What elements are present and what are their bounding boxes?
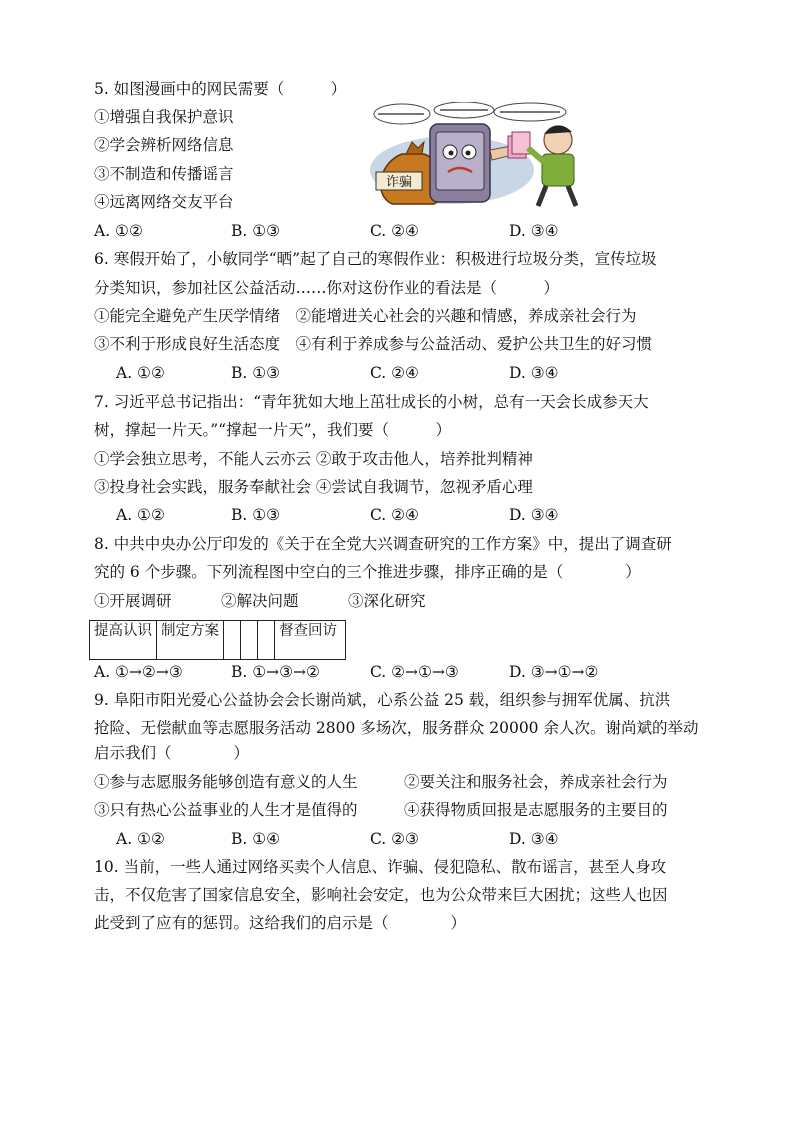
q6-option-a: A. ①② [116, 364, 165, 382]
q5-stem: 5. 如图漫画中的网民需要（ ） [94, 80, 347, 98]
flow-step-blank-2 [241, 621, 258, 660]
q10-stem-line-3: 此受到了应有的惩罚。这给我们的启示是（ ） [94, 914, 467, 932]
q5-option-b: B. ①③ [231, 222, 281, 240]
q8-option-a: A. ①→②→③ [94, 663, 183, 681]
q7-items-2: ③投身社会实践，服务奉献社会 ④尝试自我调节，忽视矛盾心理 [94, 478, 533, 496]
flow-step-6: 督查回访 [275, 621, 346, 660]
q8-item-1: ①开展调研 [94, 592, 172, 610]
q5-option-c: C. ②④ [370, 222, 419, 240]
q9-stem-line-1: 9. 阜阳市阳光爱心公益协会会长谢尚斌，心系公益 25 载，组织参与拥军优属、抗洪 [94, 691, 671, 709]
cartoon-illustration [362, 102, 600, 208]
q6-stem-line-2: 分类知识，参加社区公益活动……你对这份作业的看法是（ ） [94, 279, 560, 297]
q7-stem-line-1: 7. 习近平总书记指出：“青年犹如大地上茁壮成长的小树，总有一天会长成参天大 [94, 393, 649, 411]
q7-option-a: A. ①② [116, 506, 165, 524]
q8-option-b: B. ①→③→② [231, 663, 320, 681]
q6-items-2: ③不利于形成良好生活态度 ④有利于养成参与公益活动、爱护公共卫生的好习惯 [94, 335, 653, 353]
flow-step-blank-1 [224, 621, 241, 660]
q5-item-1: ①增强自我保护意识 [94, 108, 234, 126]
q6-option-d: D. ③④ [509, 364, 559, 382]
q10-stem-line-2: 击，不仅危害了国家信息安全，影响社会安定，也为公众带来巨大困扰；这些人也因 [94, 886, 668, 904]
q8-option-c: C. ②→①→③ [370, 663, 459, 681]
q7-option-c: C. ②④ [370, 506, 419, 524]
q9-items-1: ①参与志愿服务能够创造有意义的人生 ②要关注和服务社会，养成亲社会行为 [94, 773, 668, 791]
q9-option-a: A. ①② [116, 830, 165, 848]
q9-items-2: ③只有热心公益事业的人生才是值得的 ④获得物质回报是志愿服务的主要目的 [94, 801, 668, 819]
q8-stem-line-1: 8. 中共中央办公厅印发的《关于在全党大兴调查研究的工作方案》中，提出了调查研 [94, 535, 672, 553]
bag-label: 诈骗 [385, 175, 413, 190]
q9-stem-line-3: 启示我们（ ） [94, 744, 250, 762]
q5-option-a: A. ①② [94, 222, 143, 240]
q6-items-1: ①能完全避免产生厌学情绪 ②能增进关心社会的兴趣和情感，养成亲社会行为 [94, 307, 637, 325]
q7-option-b: B. ①③ [231, 506, 281, 524]
q8-item-2: ②解决问题 [221, 592, 299, 610]
q8-item-3: ③深化研究 [348, 592, 426, 610]
q5-item-4: ④远离网络交友平台 [94, 193, 234, 211]
q9-option-d: D. ③④ [509, 830, 559, 848]
q9-option-c: C. ②③ [370, 830, 419, 848]
q7-stem-line-2: 树，撑起一片天。”“撑起一片天”，我们要（ ） [94, 421, 452, 439]
q6-stem-line-1: 6. 寒假开始了，小敏同学“晒”起了自己的寒假作业：积极进行垃圾分类，宣传垃圾 [94, 250, 657, 268]
q6-option-c: C. ②④ [370, 364, 419, 382]
flowchart-table [89, 620, 346, 660]
flow-step-blank-3 [258, 621, 275, 660]
flow-step-2: 制定方案 [157, 621, 224, 660]
q5-option-d: D. ③④ [509, 222, 559, 240]
q6-option-b: B. ①③ [231, 364, 281, 382]
q5-item-2: ②学会辨析网络信息 [94, 136, 234, 154]
q7-option-d: D. ③④ [509, 506, 559, 524]
q9-option-b: B. ①④ [231, 830, 281, 848]
q7-items-1: ①学会独立思考，不能人云亦云 ②敢于攻击他人，培养批判精神 [94, 450, 533, 468]
q5-item-3: ③不制造和传播谣言 [94, 165, 234, 183]
q8-stem-line-2: 究的 6 个步骤。下列流程图中空白的三个推进步骤，排序正确的是（ ） [94, 563, 641, 581]
q9-stem-line-2: 抢险、无偿献血等志愿服务活动 2800 多场次，服务群众 20000 余人次。谢尚斌的举动 [94, 719, 699, 737]
q10-stem-line-1: 10. 当前，一些人通过网络买卖个人信息、诈骗、侵犯隐私、散布谣言，甚至人身攻 [94, 858, 667, 876]
flow-step-1: 提高认识 [90, 621, 157, 660]
q8-option-d: D. ③→①→② [509, 663, 599, 681]
